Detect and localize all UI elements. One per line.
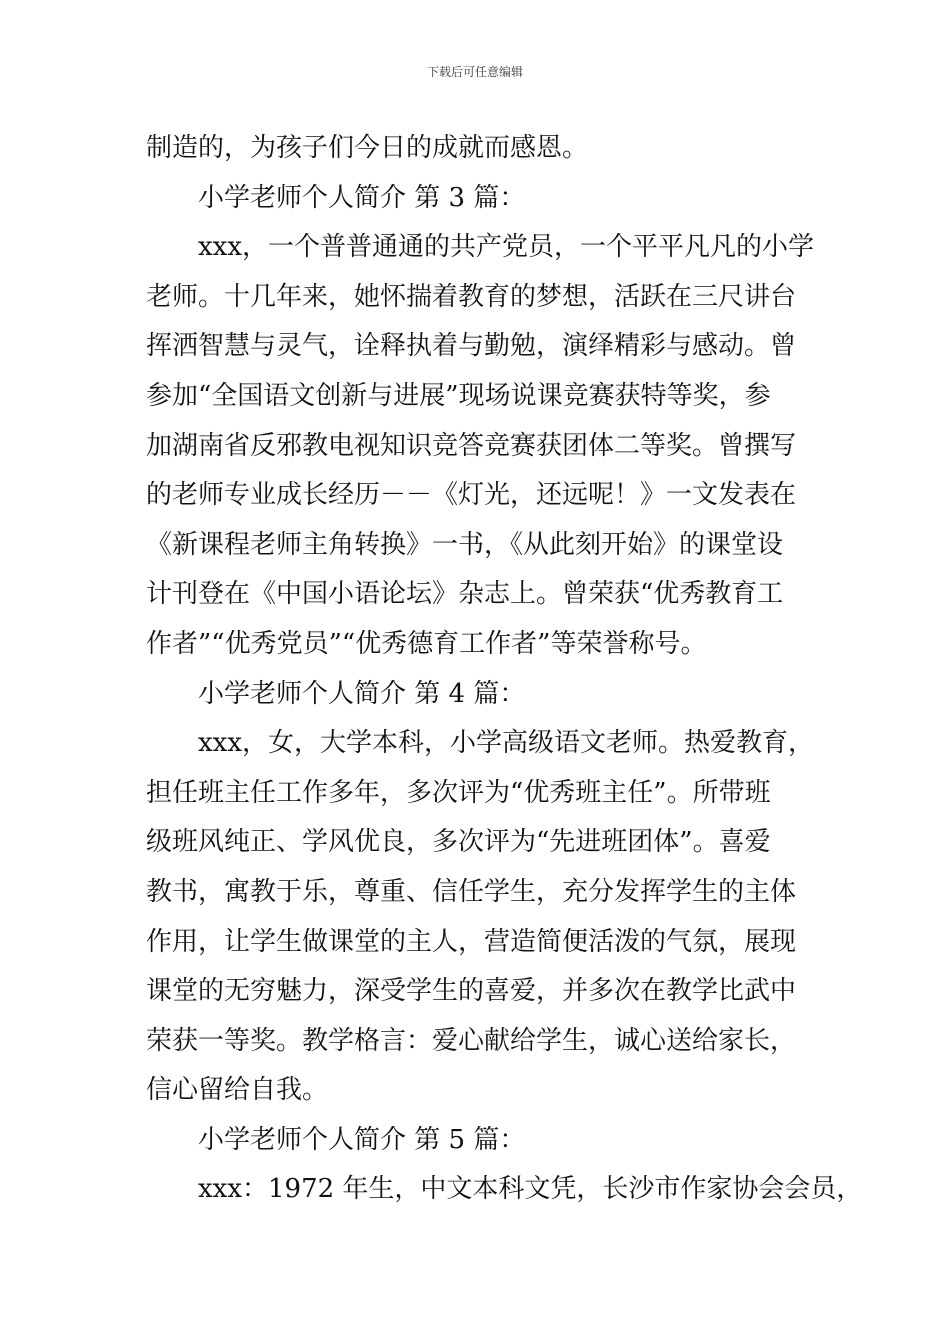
paragraph-start: xxx，女，大学本科，小学高级语文老师。热爱教育， [198,728,814,759]
text-line: 信心留给自我。 [146,1075,329,1106]
document-body [146,124,863,1215]
text-line: 的老师专业成长经历－－《灯光，还远呢！》一文发表在 [146,480,797,511]
text-line: 作者”“优秀党员”“优秀德育工作者”等荣誉称号。 [146,628,707,659]
text-line: 级班风纯正、学风优良，多次评为“先进班团体”。喜爱 [146,827,771,858]
text-line: 挥洒智慧与灵气，诠释执着与勤勉，演绎精彩与感动。曾 [146,331,797,362]
section-heading-3: 小学老师个人简介 第 3 篇： [198,182,526,213]
text-line: 老师。十几年来，她怀揣着教育的梦想，活跃在三尺讲台 [146,281,797,312]
paragraph-start: xxx：1972 年生，中文本科文凭，长沙市作家协会会员， [198,1174,863,1205]
text-line: 参加“全国语文创新与进展”现场说课竞赛获特等奖，参 [146,380,771,411]
text-line: 制造的，为孩子们今日的成就而感恩。 [146,133,589,163]
paragraph-start: xxx，一个普普通通的共产党员，一个平平凡凡的小学 [198,232,814,263]
page-header-note: 下载后可任意编辑 [426,65,523,79]
text-line: 计刊登在《中国小语论坛》杂志上。曾荣获“优秀教育工 [146,579,784,610]
section-heading-4: 小学老师个人简介 第 4 篇： [198,678,526,709]
text-line: 荣获一等奖。教学格言：爱心献给学生，诚心送给家长， [146,1025,797,1056]
text-line: 担任班主任工作多年，多次评为“优秀班主任”。所带班 [146,777,771,808]
text-line: 加湖南省反邪教电视知识竞答竞赛获团体二等奖。曾撰写 [146,430,797,461]
text-line: 作用，让学生做课堂的主人，营造简便活泼的气氛，展现 [146,926,797,957]
text-line: 课堂的无穷魅力，深受学生的喜爱，并多次在教学比武中 [146,976,797,1007]
text-line: 《新课程老师主角转换》一书，《从此刻开始》的课堂设 [146,529,784,560]
section-heading-5: 小学老师个人简介 第 5 篇： [198,1124,526,1155]
text-line: 教书，寓教于乐，尊重、信任学生，充分发挥学生的主体 [146,876,797,907]
